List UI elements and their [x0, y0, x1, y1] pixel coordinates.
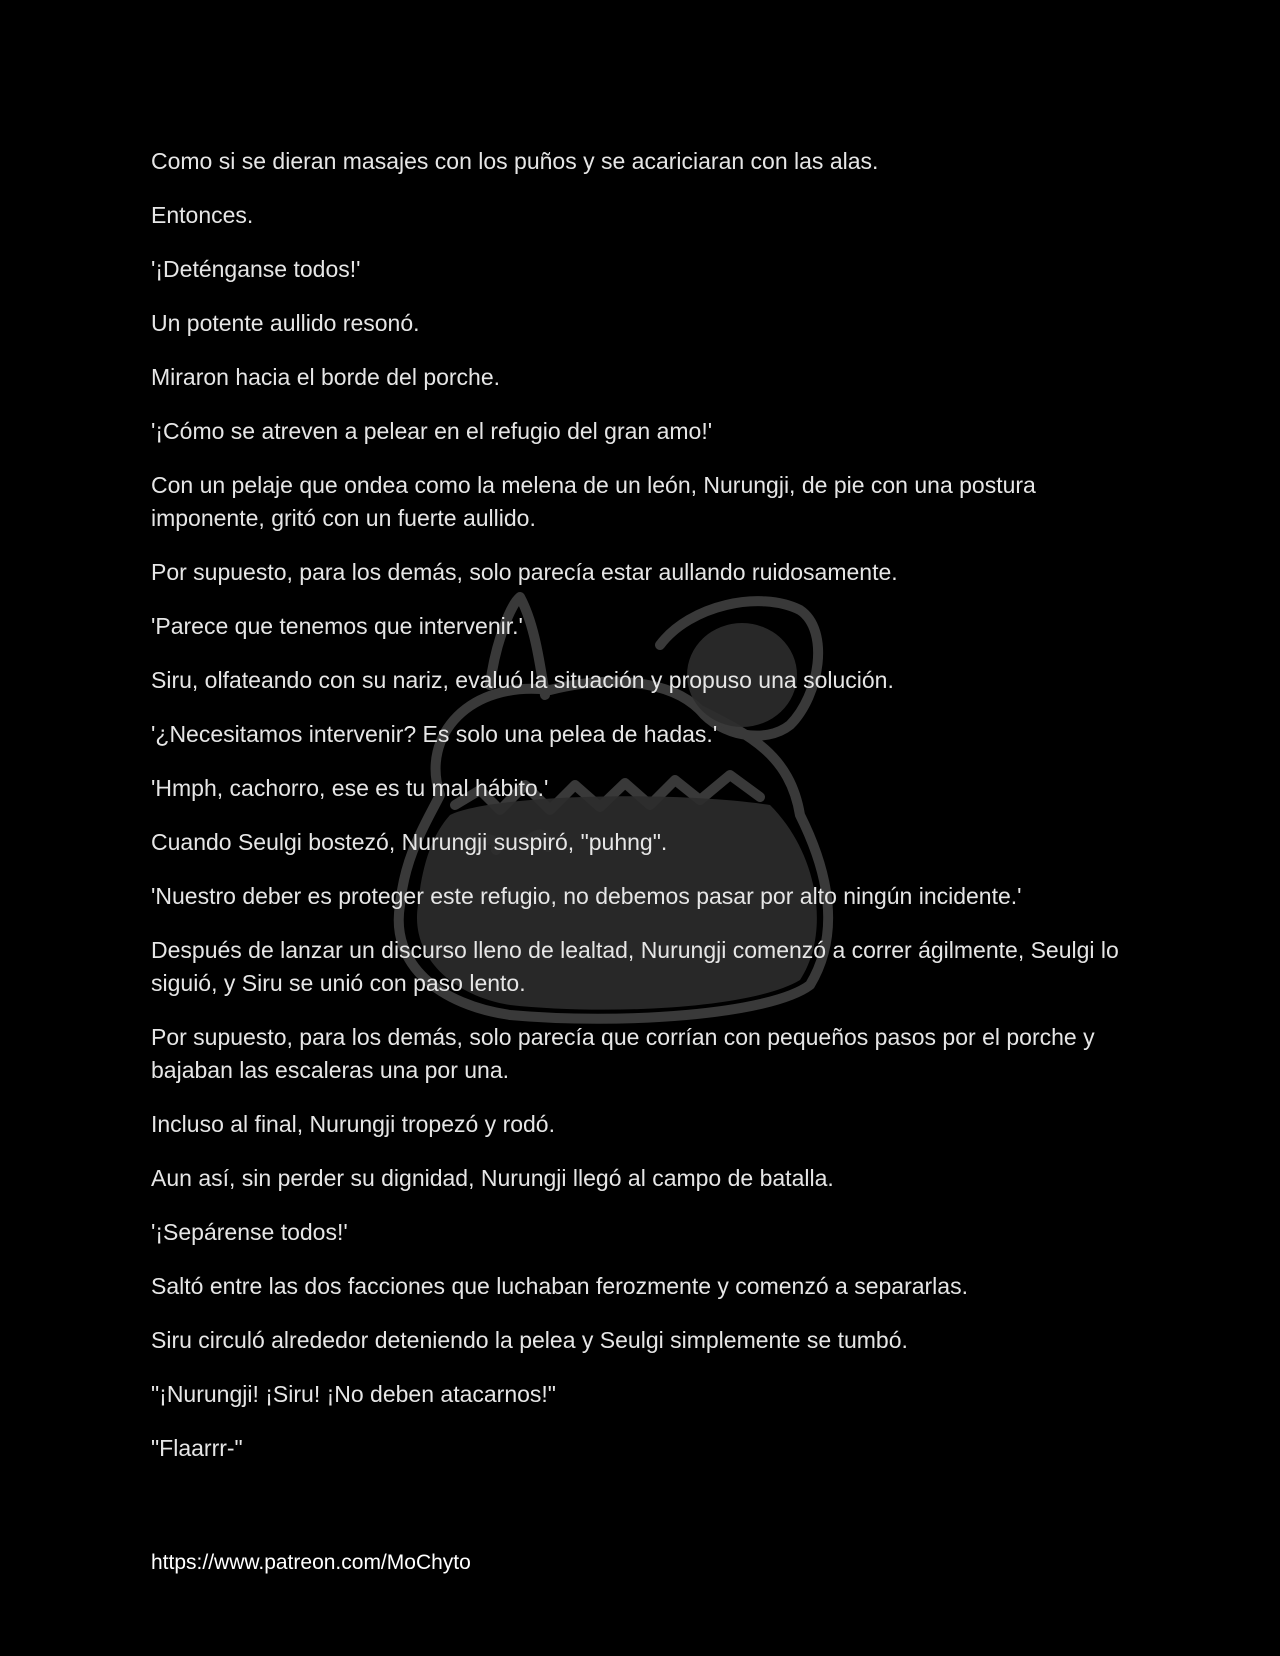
paragraph: Siru, olfateando con su nariz, evaluó la situación y propuso una solución.: [151, 667, 894, 693]
paragraph: Entonces.: [151, 202, 254, 228]
paragraph: '¿Necesitamos intervenir? Es solo una pelea de hadas.': [151, 721, 718, 747]
paragraph: Por supuesto, para los demás, solo parecía estar aullando ruidosamente.: [151, 559, 898, 585]
paragraph: Con un pelaje que ondea como la melena de un león, Nurungji, de pie con una postura imponente, gritó con un fuerte aullido.: [151, 472, 1036, 531]
paragraph: Por supuesto, para los demás, solo parecía que corrían con pequeños pasos por el porche y bajaban las escaleras una por una.: [151, 1024, 1095, 1083]
paragraph: "¡Nurungji! ¡Siru! ¡No deben atacarnos!": [151, 1381, 556, 1407]
patreon-link[interactable]: https://www.patreon.com/MoChyto: [151, 1551, 471, 1574]
paragraph: 'Nuestro deber es proteger este refugio, no debemos pasar por alto ningún incidente.': [151, 883, 1022, 909]
paragraph: Saltó entre las dos facciones que luchaban ferozmente y comenzó a separarlas.: [151, 1273, 968, 1299]
paragraph: Miraron hacia el borde del porche.: [151, 364, 501, 390]
paragraph: "Flaarrr-": [151, 1435, 243, 1461]
paragraph: 'Hmph, cachorro, ese es tu mal hábito.': [151, 775, 549, 801]
story-text: [151, 145, 1141, 1486]
paragraph: '¡Deténganse todos!': [151, 256, 361, 282]
paragraph: Un potente aullido resonó.: [151, 310, 420, 336]
paragraph: Aun así, sin perder su dignidad, Nurungji llegó al campo de batalla.: [151, 1165, 834, 1191]
paragraph: Cuando Seulgi bostezó, Nurungji suspiró, "puhng".: [151, 829, 668, 855]
paragraph: Siru circuló alrededor deteniendo la pelea y Seulgi simplemente se tumbó.: [151, 1327, 908, 1353]
paragraph: Como si se dieran masajes con los puños y se acariciaran con las alas.: [151, 148, 879, 174]
paragraph: '¡Sepárense todos!': [151, 1219, 348, 1245]
paragraph: Incluso al final, Nurungji tropezó y rodó.: [151, 1111, 555, 1137]
paragraph: Después de lanzar un discurso lleno de lealtad, Nurungji comenzó a correr ágilmente, Seulgi lo siguió, y Siru se unió con paso lento.: [151, 937, 1119, 996]
paragraph: '¡Cómo se atreven a pelear en el refugio del gran amo!': [151, 418, 713, 444]
paragraph: 'Parece que tenemos que intervenir.': [151, 613, 523, 639]
